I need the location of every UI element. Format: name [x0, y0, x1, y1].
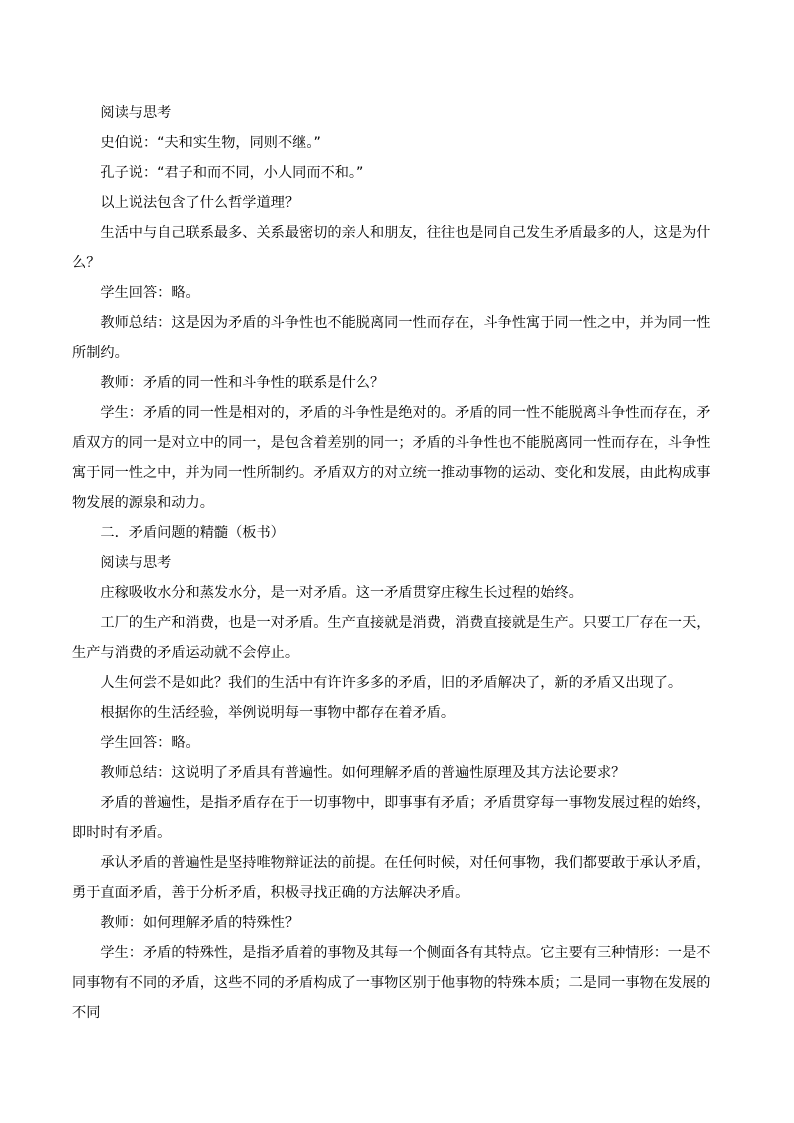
paragraph-student-answer-2: 学生：矛盾的同一性是相对的，矛盾的斗争性是绝对的。矛盾的同一性不能脱离斗争性而存在，矛盾双方的同一是对立中的同一，是包含着差别的同一；矛盾的斗争性也不能脱离同一性而存在，斗争性寓于同一性之中，并为同一性所制约。矛盾双方的对立统一推动事物的运动、变化和发展，由此构成事物发展的源泉和动力。 [72, 405, 711, 511]
paragraph-shibo-quote: 史伯说：“夫和实生物，同则不继。” [100, 135, 321, 151]
paragraph-student-answer-1: 学生回答：略。 [100, 285, 200, 301]
paragraph-reading-heading-1: 阅读与思考 [100, 105, 172, 121]
paragraph-factory: 工厂的生产和消费，也是一对矛盾。生产直接就是消费，消费直接就是生产。只要工厂存在一天，生产与消费的矛盾运动就不会停止。 [72, 615, 711, 661]
paragraph-student-answer-3: 学生回答：略。 [100, 735, 200, 751]
paragraph-teacher-summary-1: 教师总结：这是因为矛盾的斗争性也不能脱离同一性而存在，斗争性寓于同一性之中，并为同一性所制约。 [72, 315, 711, 361]
paragraph-question-relatives: 生活中与自己联系最多、关系最密切的亲人和朋友，往往也是同自己发生矛盾最多的人，这是为什么？ [72, 225, 711, 271]
document-body [72, 98, 722, 1028]
paragraph-reading-heading-2: 阅读与思考 [100, 555, 172, 571]
paragraph-crops: 庄稼吸收水分和蒸发水分，是一对矛盾。这一矛盾贯穿庄稼生长过程的始终。 [100, 585, 583, 601]
paragraph-life: 人生何尝不是如此？我们的生活中有许许多多的矛盾，旧的矛盾解决了，新的矛盾又出现了。 [100, 675, 683, 691]
paragraph-confucius-quote: 孔子说：“君子和而不同，小人同而不和。” [100, 165, 364, 181]
paragraph-question-example: 根据你的生活经验，举例说明每一事物中都存在着矛盾。 [100, 705, 456, 721]
section-heading-2: 二．矛盾问题的精髓（板书） [100, 525, 285, 541]
paragraph-question-philosophy: 以上说法包含了什么哲学道理？ [100, 195, 300, 211]
paragraph-student-answer-particularity: 学生：矛盾的特殊性，是指矛盾着的事物及其每一个侧面各有其特点。它主要有三种情形：一是不同事物有不同的矛盾，这些不同的矛盾构成了一事物区别于他事物的特殊本质；二是同一事物在发展的不同 [72, 945, 711, 1021]
paragraph-teacher-question-1: 教师：矛盾的同一性和斗争性的联系是什么？ [100, 375, 385, 391]
paragraph-universality-method: 承认矛盾的普遍性是坚持唯物辩证法的前提。在任何时候，对任何事物，我们都要敢于承认矛盾，勇于直面矛盾，善于分析矛盾，积极寻找正确的方法解决矛盾。 [72, 855, 711, 901]
paragraph-teacher-summary-2: 教师总结：这说明了矛盾具有普遍性。如何理解矛盾的普遍性原理及其方法论要求？ [100, 765, 626, 781]
paragraph-universality-definition: 矛盾的普遍性，是指矛盾存在于一切事物中，即事事有矛盾；矛盾贯穿每一事物发展过程的始终，即时时有矛盾。 [72, 795, 711, 841]
paragraph-teacher-question-2: 教师：如何理解矛盾的特殊性？ [100, 915, 300, 931]
